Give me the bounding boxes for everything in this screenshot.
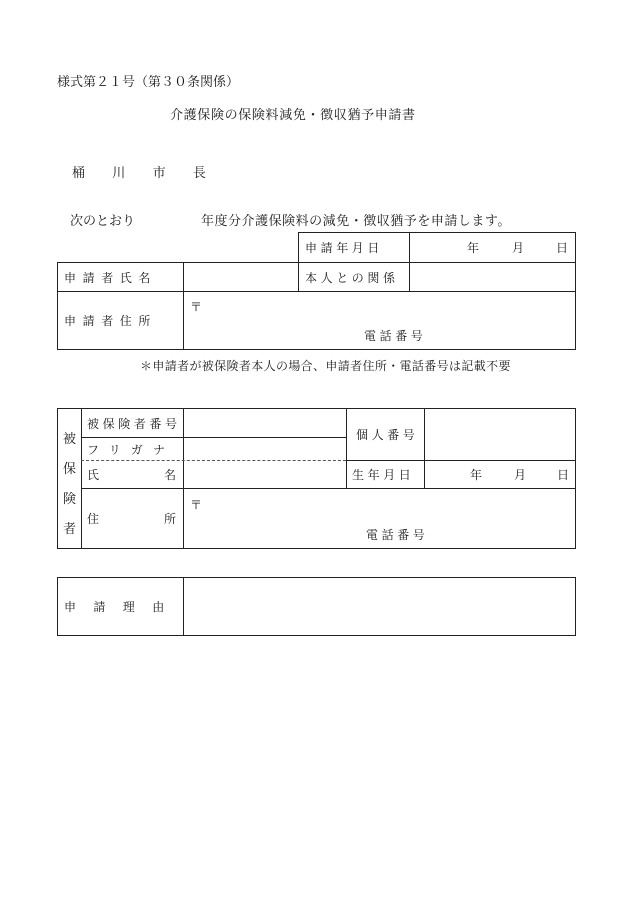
fiscal-year-field[interactable] (146, 206, 198, 226)
birthdate-field[interactable] (425, 461, 575, 488)
intro-prefix: 次のとおり (70, 214, 136, 229)
table-border (346, 408, 347, 488)
reason-label: 申請理由 (64, 600, 182, 614)
table-border (81, 408, 82, 548)
birth-year-label: 年 (470, 468, 483, 482)
relationship-label: 本人との関係 (305, 270, 399, 285)
furigana-field[interactable] (184, 438, 346, 460)
reason-field[interactable] (184, 578, 575, 635)
intro-body: 年度分介護保険料の減免・徴収猶予を申請します。 (201, 214, 511, 229)
insured-name-field[interactable] (184, 461, 346, 488)
table-border (575, 232, 576, 350)
document-title: 介護保険の保険料減免・徴収猶予申請書 (170, 108, 416, 123)
applicant-address-label: 申請者住所 (64, 314, 158, 328)
date-day-label: 日 (556, 241, 569, 255)
table-border (57, 349, 575, 350)
insured-side-label-2: 保 (63, 462, 77, 477)
application-date-field[interactable] (410, 233, 574, 262)
insured-side-label-4: 者 (63, 522, 77, 537)
postal-mark: 〒 (190, 300, 203, 314)
insured-address-label-1: 住 (87, 512, 100, 526)
date-month-label: 月 (512, 241, 525, 255)
relationship-field[interactable] (410, 263, 574, 291)
insured-name-label-1: 氏 (87, 468, 100, 482)
insured-address-label-2: 所 (164, 512, 177, 526)
table-border (298, 232, 299, 292)
birth-day-label: 日 (557, 468, 570, 482)
insured-name-label-2: 名 (164, 468, 177, 482)
birthdate-label: 生年月日 (352, 468, 415, 482)
postal-mark: 〒 (190, 498, 203, 512)
individual-number-field[interactable] (425, 409, 575, 460)
addressee: 桶 川 市 長 (72, 166, 214, 181)
form-number: 様式第２１号（第３０条関係） (57, 75, 240, 90)
applicant-name-field[interactable] (184, 263, 298, 291)
application-date-label: 申請年月日 (305, 241, 384, 255)
individual-number-label: 個人番号 (356, 428, 419, 442)
note-text: ＊申請者が被保険者本人の場合、申請者住所・電話番号は記載不要 (140, 359, 511, 373)
applicant-name-label: 申請者氏名 (64, 270, 158, 285)
phone-label: 電話番号 (366, 528, 429, 542)
date-year-label: 年 (467, 241, 480, 255)
insured-number-field[interactable] (184, 409, 346, 437)
birth-month-label: 月 (514, 468, 527, 482)
phone-label: 電話番号 (364, 329, 427, 343)
table-border (57, 262, 58, 350)
furigana-label: フリガナ (87, 442, 176, 457)
insured-side-label-3: 険 (63, 492, 77, 507)
insured-number-label: 被保険者番号 (87, 416, 181, 431)
insured-side-label-1: 被 (63, 432, 77, 447)
